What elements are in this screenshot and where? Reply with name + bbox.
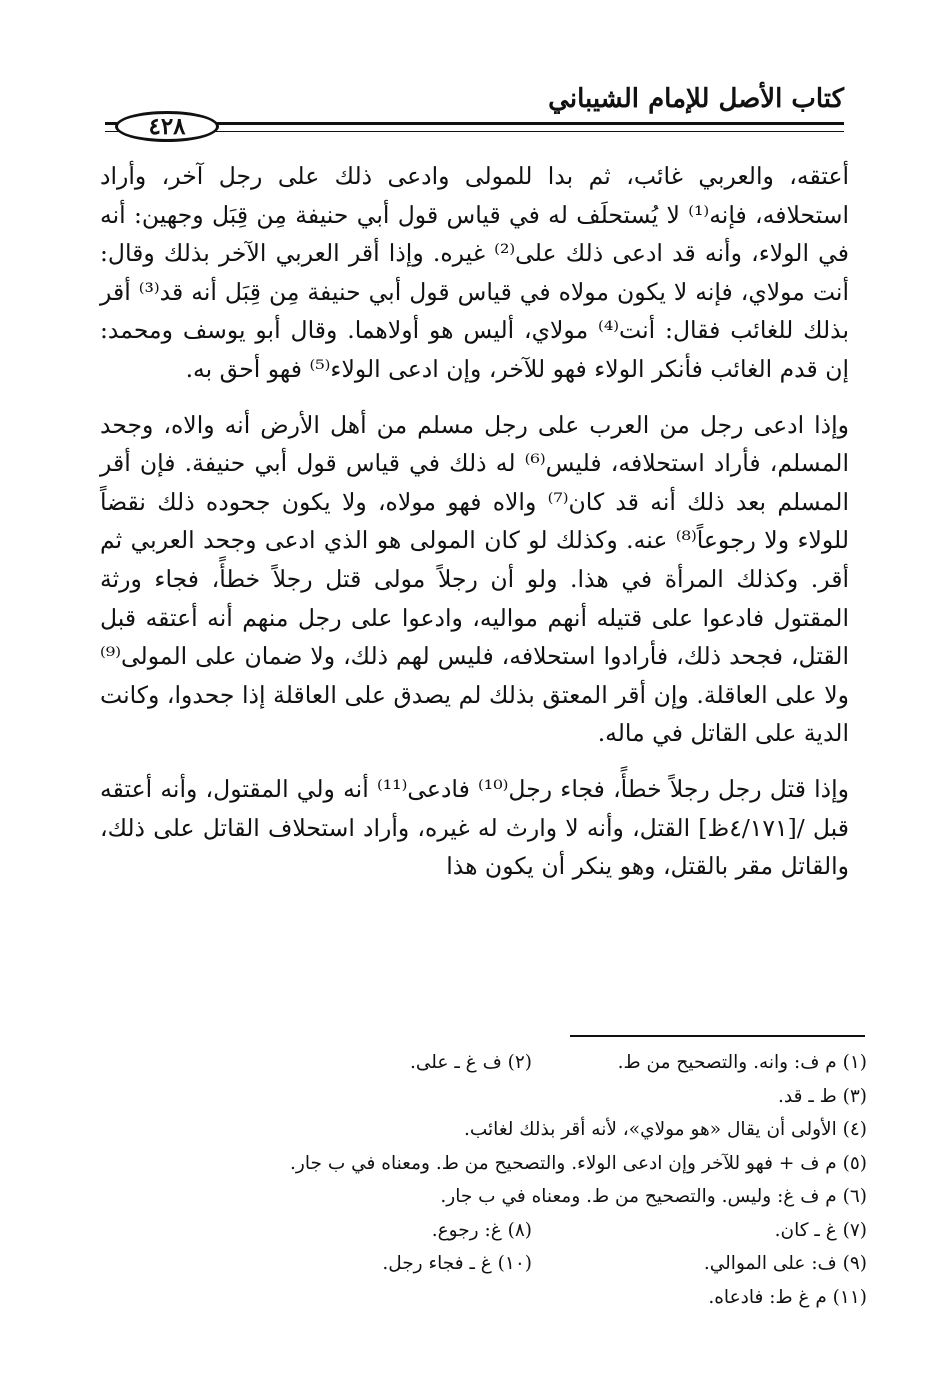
footnote: (٧) غ ـ كان. <box>774 1219 867 1241</box>
main-text <box>100 157 849 886</box>
footnote-row <box>77 1281 867 1315</box>
footnote: (٥) م ف + فهو للآخر وإن ادعى الولاء. والتصحيح من ط. ومعناه في ب جار. <box>290 1152 867 1174</box>
footnote-row <box>77 1080 867 1114</box>
book-title: كتاب الأصل للإمام الشيباني <box>548 84 844 114</box>
footnote-row <box>77 1113 867 1147</box>
page-header <box>105 80 844 150</box>
paragraph: وإذا قتل رجل رجلاً خطأً، فجاء رجل⁽¹⁰⁾ فادعى⁽¹¹⁾ أنه ولي المقتول، وأنه أعتقه قبل /[٤/١٧١ظ] القتل، وأنه لا وارث له غيره، وأراد استحلاف القاتل على ذلك، والقاتل مقر بالقتل، وهو ينكر أن يكون هذا <box>100 774 849 881</box>
footnote-row <box>77 1214 867 1248</box>
footnote: (٩) ف: على الموالي. <box>703 1253 867 1275</box>
footnote: (١١) م غ ط: فادعاه. <box>708 1286 867 1308</box>
footnote: (٣) ط ـ قد. <box>778 1085 867 1107</box>
footnote: (٢) ف غ ـ على. <box>410 1052 532 1074</box>
paragraph: وإذا ادعى رجل من العرب على رجل مسلم من أهل الأرض أنه والاه، وجحد المسلم، فأراد استحلافه، فليس⁽⁶⁾ له ذلك في قياس قول أبي حنيفة. فإن أقر المسلم بعد ذلك أنه قد كان⁽⁷⁾ والاه فهو مولاه، ولا يكون جحوده ذلك نقضاً للولاء ولا رجوعاً⁽⁸⁾ عنه. وكذلك لو كان المولى هو الذي ادعى وجحد العربي ثم أقر. وكذلك المرأة في هذا. ولو أن رجلاً مولى قتل رجلاً خطأً، فجاء ورثة المقتول فادعوا على قتيله أنهم مواليه، وادعوا على رجل منهم أنه أعتقه قبل القتل، فجحد ذلك، فأرادوا استحلافه، فليس لهم ذلك، ولا ضمان على المولى⁽⁹⁾ ولا على العاقلة. وإن أقر المعتق بذلك لم يصدق على العاقلة إذا جحدوا، وكانت الدية على القاتل في ماله. <box>100 410 849 748</box>
footnote: (١) م ف: وانه. والتصحيح من ط. <box>617 1052 867 1074</box>
footnote-separator <box>570 1035 865 1037</box>
footnote-row <box>77 1046 867 1080</box>
page-number: ٤٢٨ <box>115 111 219 142</box>
footnote-row <box>77 1147 867 1181</box>
footnote: (٤) الأولى أن يقال «هو مولاي»، لأنه أقر بذلك لغائب. <box>463 1119 867 1141</box>
paragraph: أعتقه، والعربي غائب، ثم بدا للمولى وادعى ذلك على رجل آخر، وأراد استحلافه، فإنه⁽¹⁾ لا يُستحلَف له في قياس قول أبي حنيفة مِن قِبَل وجهين: أنه في الولاء، وأنه قد ادعى ذلك على⁽²⁾ غيره. وإذا أقر العربي الآخر بذلك وقال: أنت مولاي، فإنه لا يكون مولاه في قياس قول أبي حنيفة مِن قِبَل أنه قد⁽³⁾ أقر بذلك للغائب فقال: أنت⁽⁴⁾ مولاي، أليس هو أولاهما. وقال أبو يوسف ومحمد: إن قدم الغائب فأنكر الولاء فهو للآخر، وإن ادعى الولاء⁽⁵⁾ فهو أحق به. <box>100 162 849 383</box>
footnote: (٨) غ: رجوع. <box>431 1219 532 1241</box>
footnote: (٦) م ف غ: وليس. والتصحيح من ط. ومعناه في ب جار. <box>440 1186 867 1208</box>
footnote: (١٠) غ ـ فجاء رجل. <box>382 1253 532 1275</box>
footnotes <box>77 1046 867 1314</box>
footnote-row <box>77 1180 867 1214</box>
footnote-row <box>77 1247 867 1281</box>
